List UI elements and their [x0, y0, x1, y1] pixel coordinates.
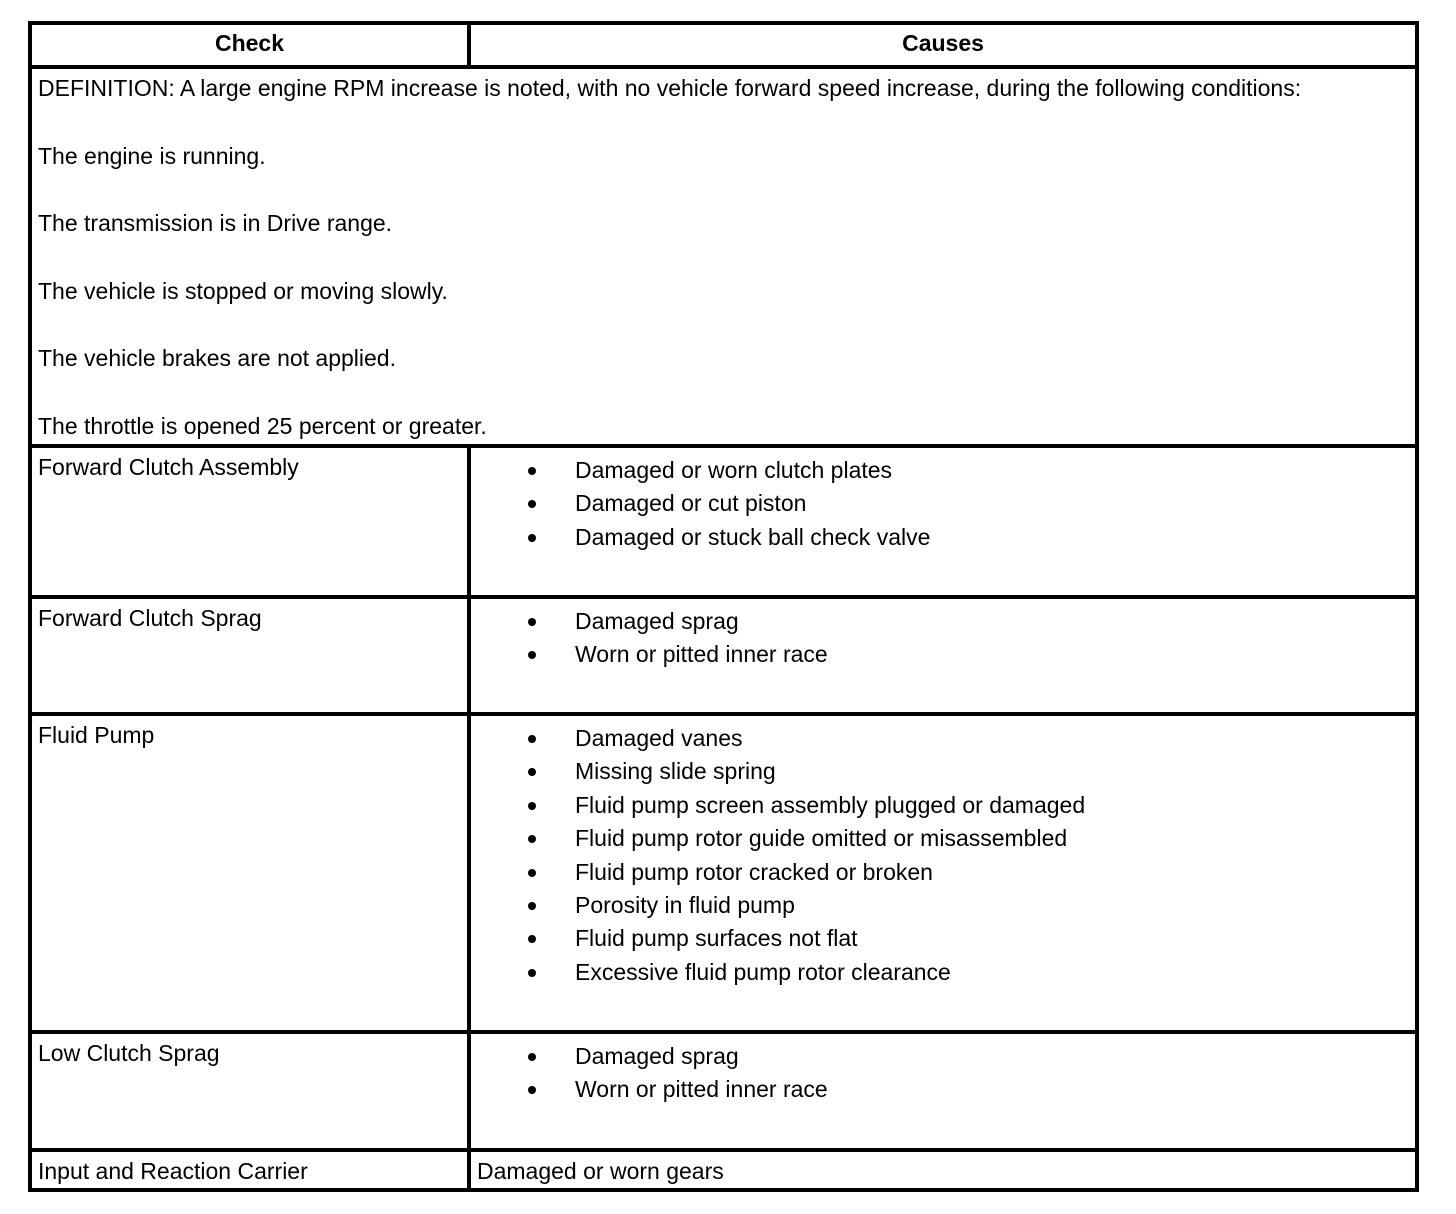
cause-item: Porosity in fluid pump: [471, 892, 1415, 925]
causes-cell: [471, 599, 1415, 714]
cause-item: Fluid pump surfaces not flat: [471, 925, 1415, 958]
table-row: [32, 595, 1415, 714]
condition-text: The vehicle brakes are not applied.: [38, 345, 396, 371]
causes-cell: [471, 716, 1415, 1032]
definition-text: DEFINITION: A large engine RPM increase is noted, with no vehicle forward speed increase, during the following conditions:: [38, 75, 1302, 101]
causes-cell: [471, 448, 1415, 597]
cause-item: Fluid pump screen assembly plugged or damaged: [471, 792, 1415, 825]
cause-item: Damaged sprag: [471, 608, 1415, 641]
condition-text: The vehicle is stopped or moving slowly.: [38, 277, 448, 304]
table-row: [32, 1030, 1415, 1150]
cause-item: Excessive fluid pump rotor clearance: [471, 959, 1415, 992]
cause-item: Missing slide spring: [471, 758, 1415, 791]
header-check: Check: [214, 30, 285, 56]
check-cell: Forward Clutch Sprag: [38, 605, 262, 631]
cause-item: Damaged vanes: [471, 725, 1415, 758]
diagnostic-table: [28, 21, 1419, 1192]
causes-cell: Damaged or worn gears: [477, 1158, 724, 1184]
table-row: [32, 712, 1415, 1032]
condition-text: The transmission is in Drive range.: [38, 210, 393, 236]
cause-item: Fluid pump rotor guide omitted or misassembled: [471, 825, 1415, 858]
header-row: [32, 25, 1415, 65]
check-cell: Forward Clutch Assembly: [38, 454, 299, 480]
cause-item: Fluid pump rotor cracked or broken: [471, 859, 1415, 892]
causes-list: [471, 1034, 1415, 1110]
definition-cell: [32, 69, 1415, 448]
cause-item: Damaged or worn clutch plates: [471, 457, 1415, 490]
causes-cell: [471, 1034, 1415, 1150]
cause-item: Damaged or stuck ball check valve: [471, 524, 1415, 557]
header-causes: Causes: [902, 30, 984, 56]
causes-list: [471, 599, 1415, 675]
cause-item: Worn or pitted inner race: [471, 1076, 1415, 1109]
condition-text: The throttle is opened 25 percent or greater.: [38, 412, 487, 439]
check-cell: Low Clutch Sprag: [38, 1040, 220, 1066]
check-cell: Input and Reaction Carrier: [38, 1158, 308, 1184]
table-row: [32, 444, 1415, 597]
table-row: [32, 1148, 1415, 1192]
causes-list: [471, 716, 1415, 992]
condition-text: The engine is running.: [38, 142, 266, 169]
cause-item: Damaged sprag: [471, 1043, 1415, 1076]
definition-row: [32, 65, 1415, 448]
check-cell: Fluid Pump: [38, 722, 155, 748]
causes-list: [471, 448, 1415, 557]
cause-item: Worn or pitted inner race: [471, 641, 1415, 674]
cause-item: Damaged or cut piston: [471, 490, 1415, 523]
